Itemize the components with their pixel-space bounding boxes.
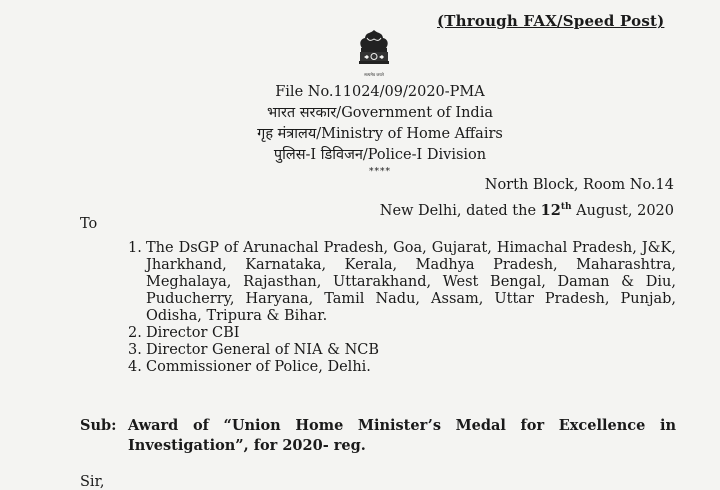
list-item-text: The DsGP of Arunachal Pradesh, Goa, Gujarat, Himachal Pradesh, J&K, Jharkhand, Karnataka, Kerala, Madhya Pradesh, Maharashtra, Meghalaya, Rajasthan, Uttarakhand, West Bengal, Daman & Diu, Puducherry, Haryana, Tamil Nadu, Assam, Uttar Pradesh, Punjab, Odisha, Tripura & Bihar. xyxy=(146,240,676,324)
list-item xyxy=(128,240,676,325)
salutation: Sir, xyxy=(80,474,105,490)
list-item-number: 4. xyxy=(128,359,142,375)
date-suffix: th xyxy=(560,202,572,212)
list-item-number: 3. xyxy=(128,342,142,358)
ministry-line: गृह मंत्रालय/Ministry of Home Affairs xyxy=(257,126,503,142)
list-item-text: Director General of NIA & NCB xyxy=(146,342,380,358)
list-item-text: Director CBI xyxy=(146,325,240,341)
list-item xyxy=(128,359,676,376)
division-line: पुलिस-I डिविजन/Police-I Division xyxy=(273,147,487,163)
place-and-date xyxy=(380,174,674,222)
office-heading xyxy=(200,82,560,178)
transmission-note: (Through FAX/Speed Post) xyxy=(437,12,665,30)
emblem-motto: सत्यमेव जयते xyxy=(364,72,384,77)
government-line: भारत सरकार/Government of India xyxy=(267,105,493,121)
office-address: North Block, Room No.14 xyxy=(484,177,674,193)
list-item xyxy=(128,325,676,342)
file-number: File No.11024/09/2020-PMA xyxy=(275,84,485,100)
list-item-number: 1. xyxy=(128,240,142,256)
subject-text: Award of “Union Home Minister’s Medal for Excellence in Investigation”, for 2020- reg. xyxy=(128,417,676,454)
date-rest: August, 2020 xyxy=(571,202,674,219)
subject-label: Sub: xyxy=(80,417,117,434)
date-prefix: New Delhi, dated the xyxy=(379,202,541,219)
separator: **** xyxy=(369,167,391,177)
to-label: To xyxy=(80,216,98,232)
subject-line xyxy=(80,416,676,456)
list-item xyxy=(128,342,676,359)
date-day: 12 xyxy=(540,201,561,219)
list-item-number: 2. xyxy=(128,325,142,341)
letter-date xyxy=(380,196,674,222)
addressee-list xyxy=(128,240,676,376)
list-item-text: Commissioner of Police, Delhi. xyxy=(146,359,371,375)
